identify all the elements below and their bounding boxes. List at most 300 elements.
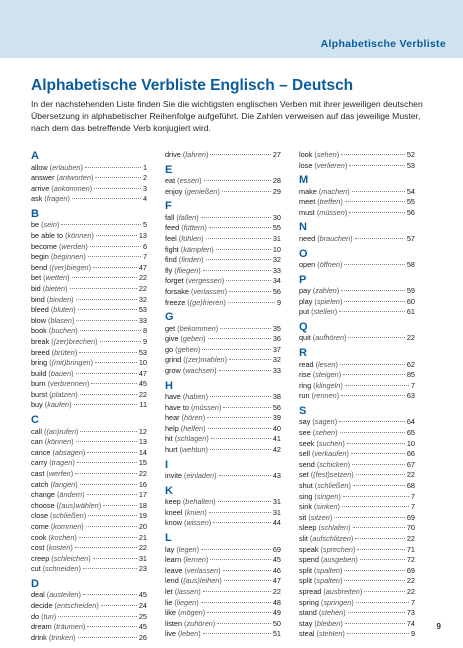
dot-leader xyxy=(207,612,271,613)
german-translation: ( platzen ) xyxy=(49,390,77,401)
pattern-number: 10 xyxy=(272,244,281,254)
dot-leader xyxy=(75,547,137,548)
verb-entry xyxy=(31,273,147,284)
verb-entry xyxy=(165,223,281,234)
section-letter: R xyxy=(299,347,307,360)
pattern-number: 48 xyxy=(272,597,281,607)
pattern-number: 47 xyxy=(138,262,147,272)
verb-entry xyxy=(31,543,147,554)
german-translation: ( verlieren ) xyxy=(314,161,347,172)
dot-leader xyxy=(80,394,137,395)
verb-entry xyxy=(299,449,415,460)
english-verb: grind xyxy=(165,355,182,365)
pattern-number: 22 xyxy=(138,283,147,293)
pattern-number: 51 xyxy=(272,629,281,639)
english-verb: get xyxy=(165,323,176,333)
german-translation: ( spalten ) xyxy=(314,576,342,587)
verb-entry xyxy=(31,337,147,348)
verb-entry xyxy=(31,326,147,337)
german-translation: ( stehlen ) xyxy=(316,629,344,640)
pattern-number: 3 xyxy=(142,183,147,193)
dot-leader xyxy=(88,256,141,257)
german-translation: ( (fest)setzen ) xyxy=(311,470,354,481)
german-translation: ( kämpfen ) xyxy=(181,245,214,256)
intro-paragraph: In der nachstehenden Liste finden Sie die wichtigsten englischen Verben mit ihrer jeweiligen deutschen Übersetzung in alphabetischer Reihenfolge aufgeführt. Die Zahlen verweisen auf das jeweilige Muster, nach dem das betreffende Verb konjugiert wird. xyxy=(31,99,423,134)
german-translation: ( stehen ) xyxy=(319,608,346,619)
german-translation: ( müssen ) xyxy=(317,208,347,219)
dot-leader xyxy=(79,352,137,353)
pattern-number: 60 xyxy=(406,296,415,306)
dot-leader xyxy=(343,374,405,375)
pattern-number: 10 xyxy=(406,438,415,448)
german-translation: ( (ver)biegen ) xyxy=(49,263,91,274)
verb-entry xyxy=(299,417,415,428)
verb-entry xyxy=(165,434,281,445)
verb-entry xyxy=(165,176,281,187)
english-verb: find xyxy=(165,255,177,265)
english-verb: become xyxy=(31,241,57,251)
pattern-number: 35 xyxy=(272,323,281,333)
dot-leader xyxy=(103,505,137,506)
dot-leader xyxy=(219,475,271,476)
letter-section xyxy=(299,347,415,402)
german-translation: ( sagen ) xyxy=(312,417,337,428)
dot-leader xyxy=(340,432,405,433)
section-letter: S xyxy=(299,404,307,417)
letter-section xyxy=(165,164,281,198)
pattern-number: 28 xyxy=(272,176,281,186)
pattern-number: 65 xyxy=(406,428,415,437)
german-translation: ( können ) xyxy=(45,437,74,448)
german-translation: ( (mit)bringen ) xyxy=(49,358,93,369)
dot-leader xyxy=(353,527,405,528)
verb-entry xyxy=(165,471,281,482)
german-translation: ( fühlen ) xyxy=(179,234,204,245)
dot-leader xyxy=(80,330,141,331)
english-verb: meet xyxy=(299,197,316,207)
pattern-number: 9 xyxy=(410,629,415,639)
pattern-number: 31 xyxy=(272,233,281,243)
dot-leader xyxy=(341,395,405,396)
verb-entry xyxy=(31,480,147,491)
english-verb: change xyxy=(31,490,55,500)
english-verb: carry xyxy=(31,458,48,468)
verb-entry xyxy=(299,391,415,402)
verb-entry xyxy=(31,469,147,480)
german-translation: ( spielen ) xyxy=(314,297,342,308)
pattern-number: 67 xyxy=(406,459,415,469)
english-verb: sink xyxy=(299,502,312,512)
english-verb: give xyxy=(165,334,179,344)
page-title: Alphabetische Verbliste Englisch – Deutsch xyxy=(31,77,354,94)
english-verb: forsake xyxy=(165,286,189,296)
pattern-number: 38 xyxy=(272,392,281,402)
dot-leader xyxy=(341,154,405,155)
dot-leader xyxy=(203,591,271,592)
german-translation: ( lernen ) xyxy=(183,555,208,566)
german-translation: ( wachsen ) xyxy=(183,366,217,377)
dot-leader xyxy=(78,309,137,310)
pattern-number: 31 xyxy=(272,497,281,507)
english-verb: decide xyxy=(31,600,53,610)
section-letter: N xyxy=(299,221,307,234)
dot-leader xyxy=(58,616,137,617)
german-translation: ( sinken ) xyxy=(314,502,340,513)
verb-entry xyxy=(31,379,147,390)
pattern-number: 23 xyxy=(138,564,147,574)
dot-leader xyxy=(83,568,137,569)
german-translation: ( zuhören ) xyxy=(184,619,215,630)
english-verb: dream xyxy=(31,622,52,632)
verb-entry xyxy=(31,369,147,380)
dot-leader xyxy=(204,180,271,181)
dot-leader xyxy=(72,198,141,199)
dot-leader xyxy=(209,512,271,513)
verb-entry xyxy=(165,518,281,529)
dot-leader xyxy=(357,549,404,550)
dot-leader xyxy=(345,623,405,624)
english-verb: steal xyxy=(299,629,315,639)
pattern-number: 52 xyxy=(406,150,415,159)
german-translation: ( schneiden ) xyxy=(43,564,81,575)
verb-entry xyxy=(165,619,281,630)
pattern-number: 32 xyxy=(272,355,281,365)
verb-entry xyxy=(31,633,147,644)
english-verb: shut xyxy=(299,480,313,490)
english-verb: play xyxy=(299,296,313,306)
dot-leader xyxy=(95,362,137,363)
verb-entry xyxy=(299,545,415,556)
english-verb: enjoy xyxy=(165,186,183,196)
english-verb: seek xyxy=(299,438,315,448)
german-translation: ( finden ) xyxy=(179,255,204,266)
verb-column-2 xyxy=(165,150,281,640)
dot-leader xyxy=(94,188,141,189)
verb-entry xyxy=(31,194,147,205)
dot-leader xyxy=(345,201,405,202)
pattern-number: 46 xyxy=(272,565,281,575)
dot-leader xyxy=(206,259,271,260)
section-letter: O xyxy=(299,247,308,260)
german-translation: ( genießen ) xyxy=(184,187,219,198)
dot-leader xyxy=(75,473,137,474)
german-translation: ( tragen ) xyxy=(49,458,75,469)
pattern-number: 31 xyxy=(138,553,147,563)
pattern-number: 55 xyxy=(406,197,415,207)
pattern-number: 43 xyxy=(272,471,281,481)
verb-entry xyxy=(165,245,281,256)
pattern-number: 16 xyxy=(138,479,147,489)
english-verb: invite xyxy=(165,471,183,481)
verb-entry xyxy=(299,307,415,318)
dot-leader xyxy=(229,359,271,360)
german-translation: ( helfen ) xyxy=(181,424,206,435)
pattern-number: 58 xyxy=(406,260,415,270)
pattern-number: 27 xyxy=(272,150,281,159)
english-verb: cance xyxy=(31,447,51,457)
german-translation: ( sitzen ) xyxy=(308,513,332,524)
verb-entry xyxy=(299,587,415,598)
dot-leader xyxy=(340,364,405,365)
dot-leader xyxy=(61,224,141,225)
german-translation: ( brauchen ) xyxy=(317,234,352,245)
german-translation: ( suchen ) xyxy=(316,439,344,450)
section-letter: A xyxy=(31,150,39,162)
section-letter: F xyxy=(165,200,172,213)
english-verb: split xyxy=(299,576,312,586)
english-verb: burst xyxy=(31,389,48,399)
pattern-number: 45 xyxy=(138,622,147,632)
section-letter: H xyxy=(165,379,173,392)
letter-section xyxy=(31,150,147,205)
verb-entry xyxy=(165,598,281,609)
dot-leader xyxy=(351,453,405,454)
dot-leader xyxy=(206,238,271,239)
english-verb: open xyxy=(299,260,316,270)
german-translation: ( schlagen ) xyxy=(175,434,209,445)
german-translation: ( bekommen ) xyxy=(177,324,218,335)
section-letter: G xyxy=(165,311,174,324)
header-bar xyxy=(0,0,463,58)
pattern-number: 64 xyxy=(406,417,415,427)
english-verb: slit xyxy=(299,533,308,543)
english-verb: have to xyxy=(165,402,189,412)
dot-leader xyxy=(83,594,137,595)
german-translation: ( (aus)leihen ) xyxy=(181,576,222,587)
german-translation: ( essen ) xyxy=(177,176,201,187)
letter-section xyxy=(165,311,281,376)
dot-leader xyxy=(96,235,137,236)
dot-leader xyxy=(203,270,271,271)
pattern-number: 32 xyxy=(138,294,147,304)
verb-entry xyxy=(31,554,147,565)
verb-column-3 xyxy=(299,150,415,640)
pattern-number: 7 xyxy=(410,380,415,390)
dot-leader xyxy=(219,370,271,371)
pattern-number: 13 xyxy=(138,230,147,240)
verb-entry xyxy=(165,150,281,161)
dot-leader xyxy=(74,404,138,405)
english-verb: ring xyxy=(299,380,312,390)
dot-leader xyxy=(209,227,271,228)
section-letter: E xyxy=(165,163,173,176)
pattern-number: 56 xyxy=(272,286,281,296)
english-verb: bring xyxy=(31,358,48,368)
german-translation: ( behalten ) xyxy=(183,497,216,508)
pattern-number: 10 xyxy=(138,358,147,368)
german-translation: ( fallen ) xyxy=(176,213,198,224)
verb-entry xyxy=(31,501,147,512)
verb-entry xyxy=(299,566,415,577)
dot-leader xyxy=(344,580,404,581)
pattern-number: 20 xyxy=(138,521,147,531)
pattern-number: 24 xyxy=(138,600,147,610)
german-translation: ( steigen ) xyxy=(313,370,341,381)
german-translation: ( austeilen ) xyxy=(47,590,81,601)
pattern-number: 9 xyxy=(276,297,281,307)
german-translation: ( treffen ) xyxy=(317,197,343,208)
dot-leader xyxy=(217,623,271,624)
letter-section xyxy=(165,485,281,529)
dot-leader xyxy=(339,311,405,312)
german-translation: ( (zer)mahlen ) xyxy=(183,355,227,366)
english-verb: say xyxy=(299,417,311,427)
english-verb: bind xyxy=(31,294,45,304)
german-translation: ( fragen ) xyxy=(44,194,70,205)
german-translation: ( blasen ) xyxy=(48,316,74,327)
pattern-number: 50 xyxy=(272,618,281,628)
verb-entry xyxy=(299,208,415,219)
dot-leader xyxy=(344,301,404,302)
verb-entry xyxy=(299,619,415,630)
verb-entry xyxy=(165,497,281,508)
german-translation: ( ändern ) xyxy=(57,490,85,501)
pattern-number: 22 xyxy=(406,576,415,586)
verb-entry xyxy=(31,522,147,533)
german-translation: ( werfen ) xyxy=(46,469,73,480)
pattern-number: 30 xyxy=(272,212,281,222)
pattern-number: 68 xyxy=(406,480,415,490)
english-verb: run xyxy=(299,391,310,401)
english-verb: lose xyxy=(299,160,313,170)
pattern-number: 72 xyxy=(406,555,415,565)
pattern-number: 40 xyxy=(272,423,281,433)
letter-section xyxy=(165,532,281,640)
verb-entry xyxy=(165,566,281,577)
pattern-number: 49 xyxy=(272,608,281,618)
pattern-number: 22 xyxy=(138,543,147,553)
german-translation: ( bluten ) xyxy=(51,305,76,316)
german-translation: ( gehen ) xyxy=(175,345,200,356)
german-translation: ( stellen ) xyxy=(311,307,337,318)
pattern-number: 36 xyxy=(272,334,281,344)
german-translation: ( sein ) xyxy=(41,220,59,231)
english-verb: set xyxy=(299,470,309,480)
pattern-number: 59 xyxy=(406,286,415,296)
dot-leader xyxy=(213,522,271,523)
english-verb: deal xyxy=(31,590,45,600)
dot-leader xyxy=(77,462,137,463)
english-verb: cut xyxy=(31,564,41,574)
pattern-number: 26 xyxy=(138,632,147,642)
verb-entry xyxy=(299,460,415,471)
english-verb: hit xyxy=(165,434,173,444)
dot-leader xyxy=(210,559,270,560)
pattern-number: 4 xyxy=(142,194,147,204)
dot-leader xyxy=(86,526,137,527)
english-verb: eat xyxy=(165,176,176,186)
pattern-number: 6 xyxy=(142,241,147,251)
pattern-number: 47 xyxy=(272,576,281,586)
english-verb: ask xyxy=(31,194,43,204)
verb-entry xyxy=(165,213,281,224)
dot-leader xyxy=(72,277,137,278)
section-letter: I xyxy=(165,458,169,471)
german-translation: ( (an)rufen ) xyxy=(44,427,78,438)
verb-entry xyxy=(165,255,281,266)
english-verb: bleed xyxy=(31,305,49,315)
verb-entry xyxy=(299,260,415,271)
verb-entry xyxy=(165,234,281,245)
german-translation: ( schließen ) xyxy=(315,481,351,492)
english-verb: drive xyxy=(165,150,181,159)
german-translation: ( kosten ) xyxy=(46,543,72,554)
verb-entry xyxy=(31,564,147,575)
pattern-number: 7 xyxy=(410,502,415,512)
english-verb: sing xyxy=(299,491,313,501)
english-verb: sit xyxy=(299,512,307,522)
verb-entry xyxy=(299,470,415,481)
dot-leader xyxy=(352,191,405,192)
dot-leader xyxy=(76,320,136,321)
verb-entry xyxy=(31,601,147,612)
verb-entry xyxy=(165,587,281,598)
pattern-number: 22 xyxy=(406,586,415,596)
dot-leader xyxy=(210,154,270,155)
pattern-number: 69 xyxy=(272,544,281,554)
pattern-number: 70 xyxy=(406,523,415,533)
dot-leader xyxy=(93,267,137,268)
verb-entry xyxy=(165,445,281,456)
english-verb: answer xyxy=(31,173,55,183)
german-translation: ( entscheiden ) xyxy=(55,601,99,612)
letter-section xyxy=(299,150,415,171)
dot-leader xyxy=(87,626,137,627)
english-verb: stay xyxy=(299,618,313,628)
english-verb: come xyxy=(31,521,49,531)
german-translation: ( (ge)frieren ) xyxy=(187,298,226,309)
verb-entry xyxy=(165,187,281,198)
verb-entry xyxy=(31,448,147,459)
german-translation: ( machen ) xyxy=(319,187,350,198)
letter-section xyxy=(299,174,415,218)
pattern-number: 7 xyxy=(410,491,415,501)
pattern-number: 69 xyxy=(406,512,415,522)
german-translation: ( schleichen ) xyxy=(51,554,90,565)
english-verb: leave xyxy=(165,565,183,575)
pattern-number: 55 xyxy=(272,223,281,233)
verb-entry xyxy=(165,276,281,287)
dot-leader xyxy=(224,580,271,581)
pattern-number: 54 xyxy=(406,186,415,196)
english-verb: freeze xyxy=(165,297,186,307)
dot-leader xyxy=(223,407,271,408)
german-translation: ( füttern ) xyxy=(181,223,207,234)
verb-entry xyxy=(31,252,147,263)
dot-leader xyxy=(201,549,271,550)
english-verb: like xyxy=(165,608,176,618)
pattern-number: 22 xyxy=(138,273,147,283)
verb-entry xyxy=(165,508,281,519)
verb-entry xyxy=(31,305,147,316)
german-translation: ( schicken ) xyxy=(317,460,350,471)
dot-leader xyxy=(343,496,409,497)
german-translation: ( träumen ) xyxy=(54,622,86,633)
pattern-number: 11 xyxy=(139,400,147,410)
dot-leader xyxy=(211,438,271,439)
dot-leader xyxy=(88,515,137,516)
german-translation: ( vergessen ) xyxy=(186,276,225,287)
pattern-number: 33 xyxy=(138,315,147,325)
english-verb: drink xyxy=(31,632,47,642)
dot-leader xyxy=(229,291,271,292)
verb-entry xyxy=(165,555,281,566)
pattern-number: 17 xyxy=(138,490,147,500)
dot-leader xyxy=(355,238,405,239)
english-verb: quit xyxy=(299,333,311,343)
dot-leader xyxy=(364,591,405,592)
pattern-number: 33 xyxy=(272,366,281,375)
